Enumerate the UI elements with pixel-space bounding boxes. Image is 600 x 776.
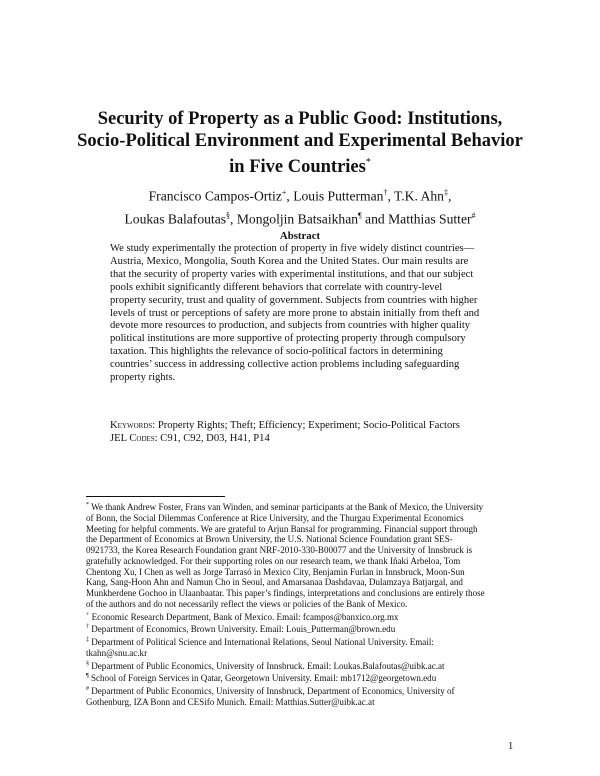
footnote-line: Kang, Sang-Hoon Ahn and Namun Cho in Seoul, and Amarsanaa Dashdavaa, Dulamzaya Batjargal, and [86, 577, 463, 588]
keywords-line [110, 420, 530, 433]
footnote-line: Chentong Xu, I Chen as well as Jorge Tarrasó in Mexico City, Benjamin Furlan in Innsbruck, Moon-Sun [86, 566, 465, 577]
author-name: and Matthias Sutter [361, 211, 472, 227]
footnote-mark: ¶ [86, 673, 89, 680]
abstract-line: Austria, Mexico, Mongolia, South Korea and the United States. Our main results are [110, 255, 469, 267]
footnote-affiliation: # Department of Public Economics, University of Innsbruck, Department of Economics, University of [86, 686, 455, 697]
footnote-affiliation: † Department of Economics, Brown University. Email: Louis_Putterman@brown.edu [86, 624, 396, 635]
title-line-1: Security of Property as a Public Good: Institutions, [97, 109, 503, 129]
title-line-3: in Five Countries* [229, 157, 371, 178]
author-mark: § [226, 210, 231, 220]
footnote-affiliation-cont: tkahn@snu.ac.kr [86, 647, 148, 658]
footnote-mark: + [86, 611, 90, 618]
title-line-2: Socio-Political Environment and Experimental Behavior [77, 131, 523, 151]
footnote-affiliation: ¶ School of Foreign Services in Qatar, Georgetown University. Email: mb1712@georgetown.edu [86, 673, 437, 684]
page-number: 1 [508, 741, 514, 752]
footnote-mark: § [86, 660, 89, 667]
author-name: , Louis Putterman [286, 188, 384, 204]
footnote-mark: † [86, 624, 89, 631]
footnote-line: gratefully acknowledged. For their supporting roles on our research team, we thank Iñaki Arbeloa, Tom [86, 555, 461, 566]
footnote-line: 0921733, the Korea Research Foundation grant NRF-2010-330-B00077 and the University of Innsbruck is [86, 545, 473, 556]
footnote-mark: * [86, 502, 89, 508]
abstract-line: taxation. This highlights the relevance of socio-political factors in determining [110, 346, 443, 358]
paper-title [60, 108, 540, 178]
abstract-line: levels of trust or perceptions of safety are more prone to abstain initially from theft and [110, 307, 480, 319]
abstract-line: property rights. [110, 372, 176, 384]
keywords-label: Keywords [110, 420, 153, 431]
author-mark: † [383, 188, 388, 197]
abstract-line: We study experimentally the protection of property in five widely distinct countries— [110, 243, 475, 254]
jel-label: JEL Codes [110, 432, 155, 444]
author-list [60, 183, 540, 228]
abstract-line: that the security of property varies with experimental institutions, and that our subject [110, 268, 474, 280]
keywords-block [110, 420, 530, 446]
keywords-text: : Property Rights; Theft; Efficiency; Experiment; Socio-Political Factors [152, 420, 460, 431]
footnote-divider [86, 496, 225, 497]
footnote-line: the Department of Economics at Brown University, the U.S. National Science Foundation grant SES- [86, 534, 453, 545]
footnote-line: Munkherdene Gochoo in Ulaanbaatar. This paper’s findings, interpretations and conclusions are entirely those [86, 588, 485, 599]
author-name: Francisco Campos-Ortiz [148, 188, 282, 204]
footnote-mark: ‡ [86, 637, 89, 644]
abstract-line: pools exhibit significantly different behaviors that correlate with country-level [110, 281, 443, 293]
footnote-line: Meeting for helpful comments. We are grateful to Arjun Bansal for programming. Financial support through [86, 523, 478, 534]
author-mark: # [471, 210, 476, 220]
footnote-line: of Bonn, the Social Dilemmas Conference at Rice University, and the Thurgau Experimental Economics [86, 512, 464, 523]
jel-codes: : C91, C92, D03, H41, P14 [154, 432, 270, 444]
author-line-2 [60, 206, 540, 229]
footnote-affiliation-cont: Gothenburg, IZA Bonn and CESifo Munich. Email: Matthias.Sutter@uibk.ac.at [86, 696, 375, 707]
author-name: , Mongoljin Batsaikhan [230, 211, 359, 227]
footnote-affiliation: § Department of Public Economics, University of Innsbruck. Email: Loukas.Balafoutas@uibk.ac.at [86, 660, 445, 671]
abstract-body [110, 243, 494, 385]
footnote-acknowledgements [86, 500, 514, 610]
footnote-affiliation: + Economic Research Department, Bank of Mexico. Email: fcampos@banxico.org.mx [86, 611, 399, 622]
abstract-line: devote more resources to production, and subjects from countries with higher quality [110, 320, 471, 332]
footnote-line: of the authors and do not necessarily reflect the views or policies of the Bank of Mexico. [86, 598, 408, 609]
abstract-line: property security, trust and quality of government. Subjects from countries with higher [110, 294, 478, 306]
footnotes [86, 500, 514, 708]
author-mark: + [281, 188, 287, 197]
footnote-mark: # [86, 686, 89, 693]
abstract-heading: Abstract [279, 230, 321, 242]
abstract-line: countries’ success in addressing collective action problems including safeguarding [110, 359, 460, 371]
author-mark: ‡ [443, 188, 448, 197]
author-line-1: Francisco Campos-Ortiz+, Louis Putterman†, T.K. Ahn‡, [148, 188, 452, 204]
footnote-line: * We thank Andrew Foster, Frans van Winden, and seminar participants at the Bank of Mexico, the University [86, 502, 484, 513]
title-footnote-mark: * [365, 157, 371, 168]
jel-line [110, 433, 530, 446]
author-name: Loukas Balafoutas [124, 211, 227, 227]
author-name: , T.K. Ahn [387, 188, 444, 204]
author-mark: ¶ [358, 210, 362, 220]
footnote-affiliation: ‡ Department of Political Science and International Relations, Seoul National University. Email: [86, 637, 434, 648]
abstract-line: political institutions are more supportive of protecting property through compulsory [110, 333, 466, 345]
